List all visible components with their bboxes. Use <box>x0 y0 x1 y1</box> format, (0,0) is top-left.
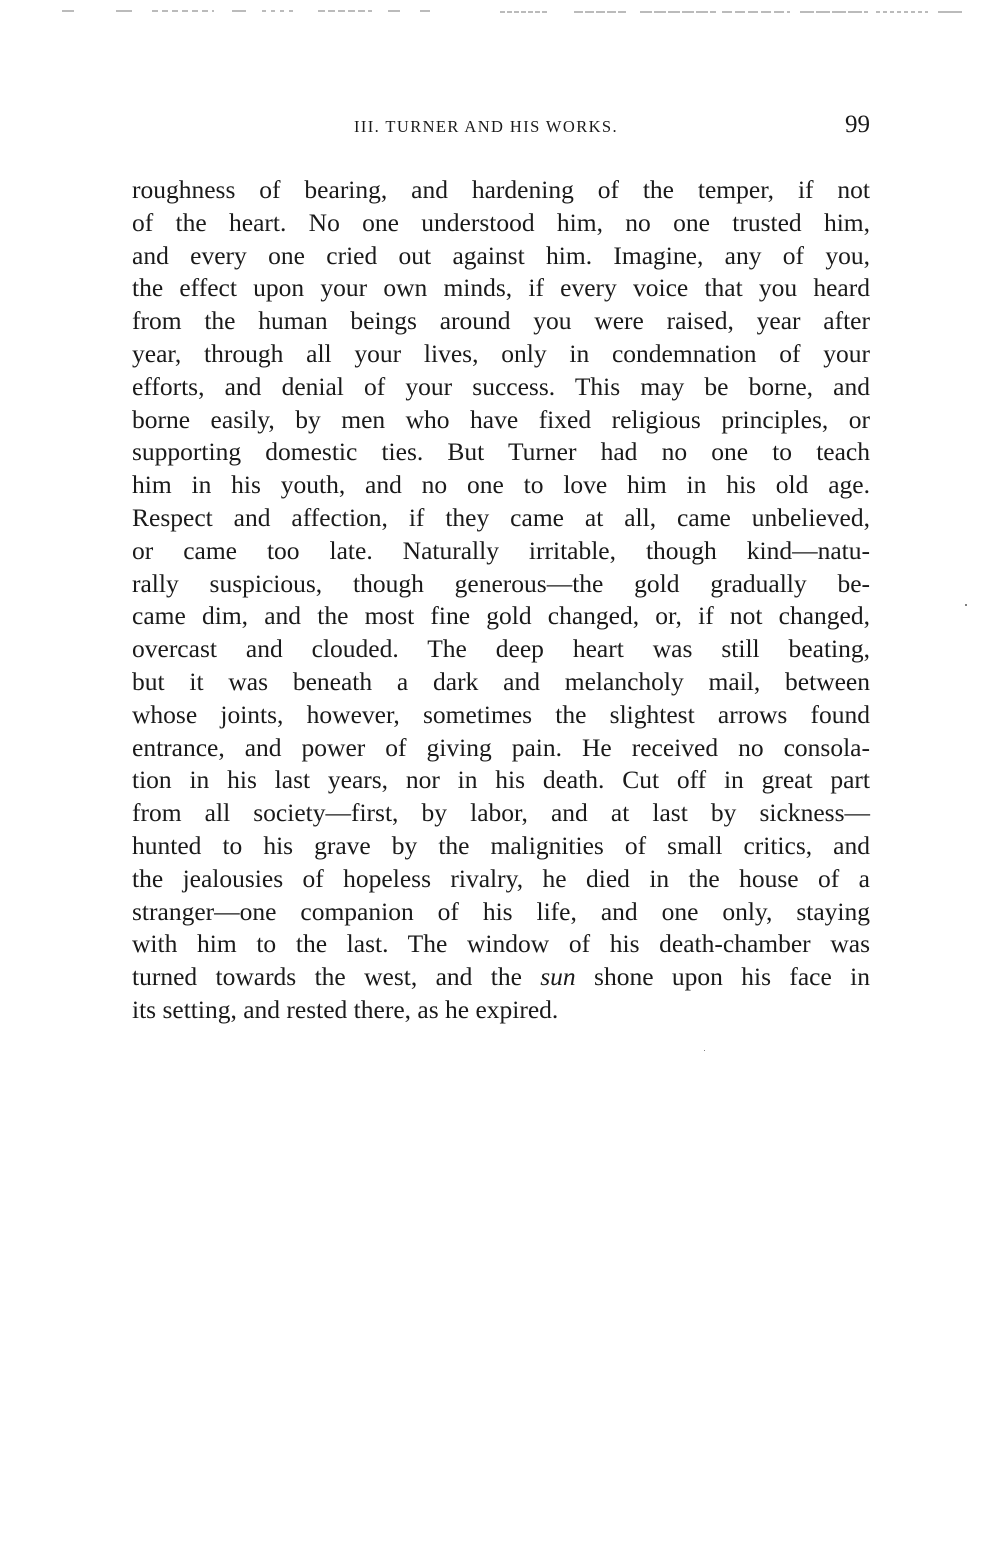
text-line: supporting domestic ties. But Turner had no one to teach <box>132 437 870 467</box>
scan-speck <box>704 1050 705 1051</box>
text-line: but it was beneath a dark and melancholy mail, between <box>132 666 870 696</box>
text-line: of the heart. No one understood him, no one trusted him, <box>132 207 870 237</box>
text-line: him in his youth, and no one to love him in his old age. <box>132 470 870 500</box>
page-number: 99 <box>845 111 870 138</box>
text-line: with him to the last. The window of his death-chamber was <box>132 929 870 959</box>
text-line: came dim, and the most fine gold changed, or, if not changed, <box>132 601 870 631</box>
emphasis-sun: sun <box>540 962 576 992</box>
text-line: whose joints, however, sometimes the slightest arrows found <box>132 699 870 729</box>
text-line: Respect and affection, if they came at all, came unbelieved, <box>132 502 870 532</box>
text-line: roughness of bearing, and hardening of the temper, if not <box>132 175 870 204</box>
text-line-with-emphasis <box>132 961 870 994</box>
line-segment: shone upon his face in <box>575 962 870 992</box>
text-line: hunted to his grave by the malignities of small critics, and <box>132 830 870 860</box>
line-segment: turned towards the west, and the <box>132 962 541 992</box>
text-line: or came too late. Naturally irritable, though kind—natu- <box>132 535 870 565</box>
scan-top-edge-artifact <box>0 8 1000 22</box>
text-line: the jealousies of hopeless rivalry, he died in the house of a <box>132 863 870 893</box>
text-line: from the human beings around you were raised, year after <box>132 306 870 336</box>
text-line: year, through all your lives, only in condemnation of your <box>132 338 870 368</box>
text-line: the effect upon your own minds, if every voice that you heard <box>132 273 870 303</box>
text-line: stranger—one companion of his life, and one only, staying <box>132 896 870 926</box>
text-line: overcast and clouded. The deep heart was still beating, <box>132 634 870 664</box>
text-line: borne easily, by men who have fixed religious principles, or <box>132 404 870 434</box>
text-line: and every one cried out against him. Imagine, any of you, <box>132 240 870 270</box>
text-line: rally suspicious, though generous—the gold gradually be- <box>132 568 870 598</box>
scan-speck <box>965 604 967 606</box>
text-line: efforts, and denial of your success. This may be borne, and <box>132 371 870 401</box>
text-line: from all society—first, by labor, and at last by sickness— <box>132 798 870 828</box>
text-line: entrance, and power of giving pain. He received no consola- <box>132 732 870 762</box>
text-line: tion in his last years, nor in his death. Cut off in great part <box>132 765 870 795</box>
body-paragraph <box>132 174 870 1027</box>
running-title: III. TURNER AND HIS WORKS. <box>353 117 619 136</box>
text-line-last: its setting, and rested there, as he expired. <box>132 994 559 1024</box>
running-head <box>132 112 870 144</box>
